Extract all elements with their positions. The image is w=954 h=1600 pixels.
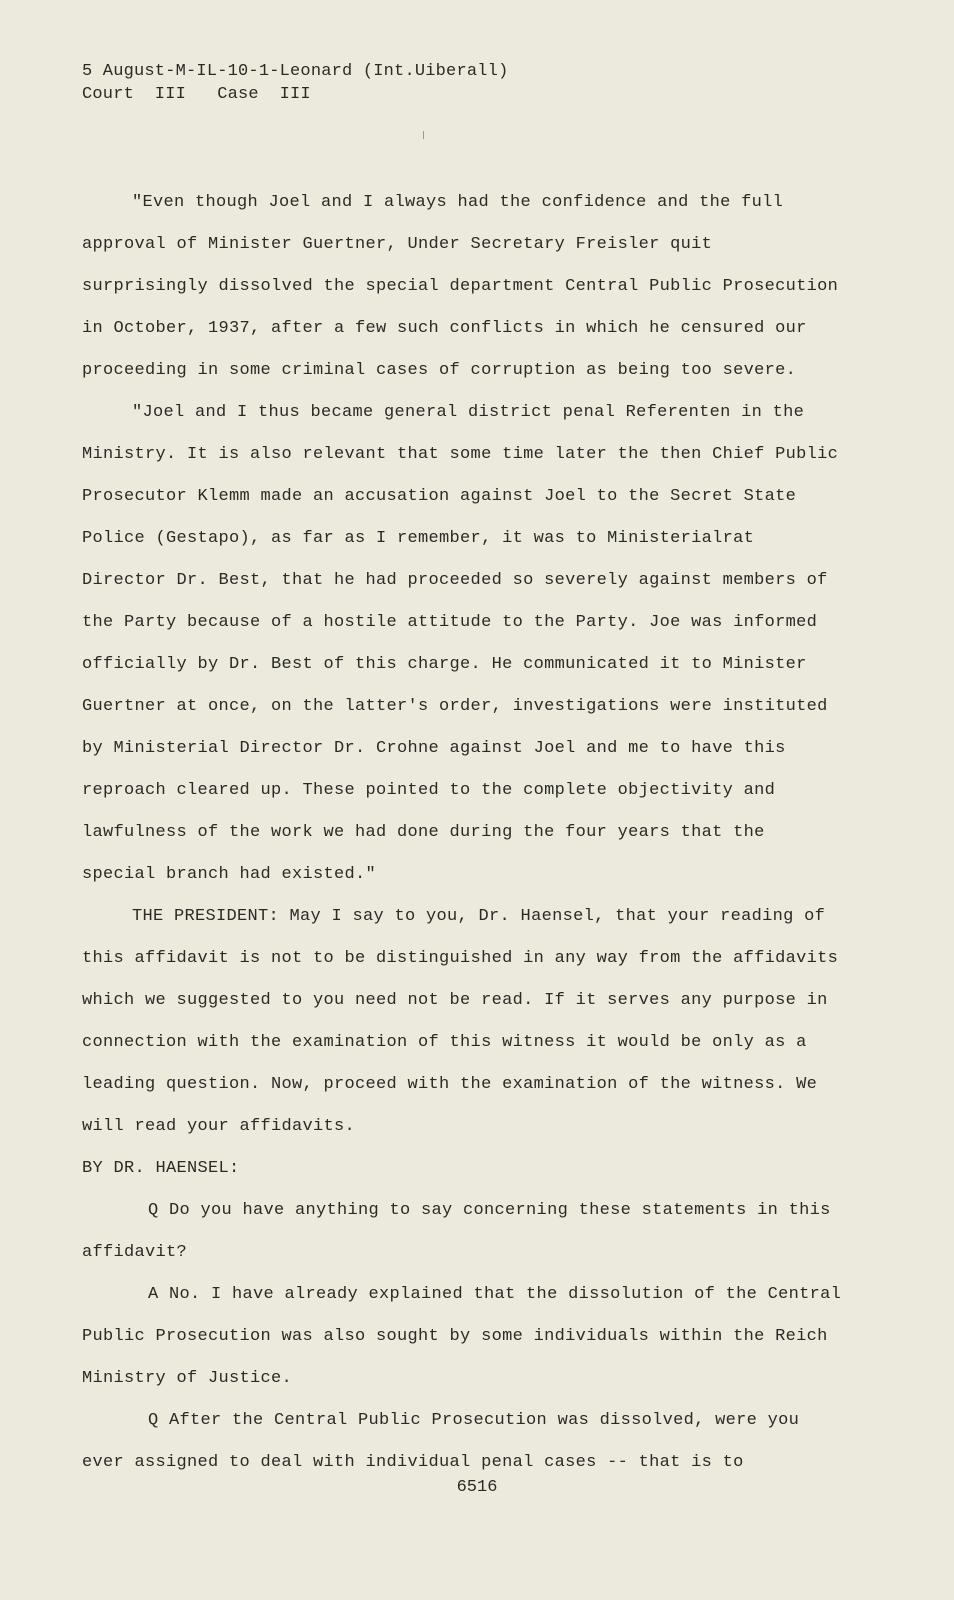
- quoted-paragraph-1: "Even though Joel and I always had the confidence and the full approval of Minister Guertner, Under Secretary Freisler quit surprisingly dissolved the special department Central Public Prosecution in October, 1937, after a few such conflicts in which he censured our proceeding in some criminal cases of corruption as being too severe.: [82, 193, 839, 380]
- header-session-line: 5 August-M-IL-10-1-Leonard (Int.Uiberall): [82, 62, 509, 81]
- document-header: [82, 60, 508, 106]
- question-2: Q After the Central Public Prosecution was dissolved, were you ever assigned to deal with individual penal cases -- that is to: [82, 1411, 800, 1472]
- quoted-paragraph-2: "Joel and I thus became general district penal Referenten in the Ministry. It is also relevant that some time later the then Chief Public Prosecutor Klemm made an accusation against Joel to the Secret State Police (Gestapo), as far as I remember, it was to Ministerialrat Director Dr. Best, that he had proceeded so severely against members of the Party because of a hostile attitude to the Party. Joe was informed officially by Dr. Best of this charge. He communicated it to Minister Guertner at once, on the latter's order, investigations were instituted by Ministerial Director Dr. Crohne against Joel and me to have this reproach cleared up. These pointed to the complete objectivity and lawfulness of the work we had done during the four years that the special branch had existed.": [82, 403, 839, 884]
- answer-1: A No. I have already explained that the dissolution of the Central Public Prosecution was also sought by some individuals within the Reich Ministry of Justice.: [82, 1285, 842, 1388]
- page-mark: [423, 131, 424, 139]
- header-court-line: Court III Case III: [82, 85, 311, 104]
- transcript-body: [82, 182, 842, 1484]
- president-statement: THE PRESIDENT: May I say to you, Dr. Haensel, that your reading of this affidavit is not to be distinguished in any way from the affidavits which we suggested to you need not be read. If it serves any purpose in connection with the examination of this witness it would be only as a leading question. Now, proceed with the examination of the witness. We will read your affidavits.: [82, 907, 839, 1136]
- examiner-heading: BY DR. HAENSEL:: [82, 1159, 240, 1178]
- page-number: 6516: [456, 1478, 498, 1497]
- question-1: Q Do you have anything to say concerning these statements in this affidavit?: [82, 1201, 831, 1262]
